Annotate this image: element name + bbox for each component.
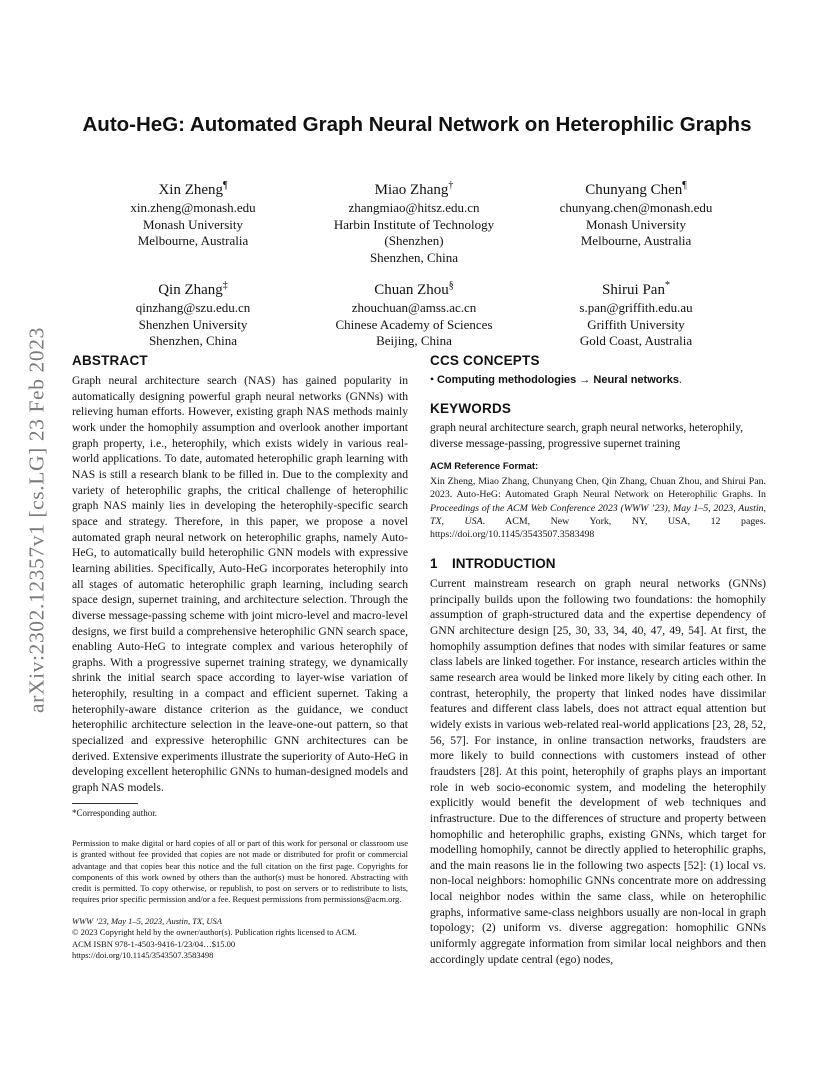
arxiv-identifier: arXiv:2302.12357v1 [cs.LG] 23 Feb 2023 bbox=[24, 327, 49, 713]
ccs-suffix: . bbox=[679, 373, 682, 386]
author-affiliation: Chinese Academy of Sciences bbox=[335, 316, 493, 332]
author-mark: * bbox=[664, 280, 670, 291]
permission-notice: Permission to make digital or hard copies of all or part of this work for personal or classroom use is granted without fee provided that copies are not made or distributed for profit or commercial advantage and that copies bear this notice and the full citation on the first page. Copyrights for components of this work owned by others than the author(s) must be honored. Abstracting with credit is permitted. To copy otherwise, or republish, to post on servers or to redistribute to lists, requires prior specific permission and/or a fee. Request permissions from permissions@acm.org. bbox=[72, 838, 408, 905]
keywords-heading: KEYWORDS bbox=[430, 401, 512, 416]
author-mark: † bbox=[448, 180, 454, 191]
author-name: Xin Zheng bbox=[158, 182, 224, 198]
reference-authors: Xin Zheng, Miao Zhang, Chunyang Chen, Qin Zhang, Chuan Zhou, and Shirui Pan. 2023. Auto-HeG: Automated Graph Neural Network on Heterophilic Graphs. In bbox=[430, 476, 766, 501]
author-location: Melbourne, Australia bbox=[137, 233, 249, 248]
reference-format-text bbox=[430, 475, 766, 541]
author-affiliation: Griffith University bbox=[587, 316, 685, 332]
author-email: s.pan@griffith.edu.au bbox=[579, 300, 693, 315]
author-location: Shenzhen, China bbox=[369, 249, 459, 265]
author-affiliation: (Shenzhen) bbox=[384, 233, 444, 248]
reference-format-heading: ACM Reference Format: bbox=[430, 461, 539, 472]
author-location: Gold Coast, Australia bbox=[579, 333, 693, 348]
author-name: Chuan Zhou bbox=[374, 282, 449, 298]
author-email: zhangmiao@hitsz.edu.cn bbox=[348, 200, 480, 215]
author-email: qinzhang@szu.edu.cn bbox=[135, 300, 251, 315]
abstract-heading: ABSTRACT bbox=[72, 353, 148, 368]
author-block bbox=[294, 276, 534, 350]
section-title: INTRODUCTION bbox=[452, 556, 556, 571]
ccs-bullet: • bbox=[430, 373, 435, 386]
introduction-text: Current mainstream research on graph neural networks (GNNs) principally builds upon the following two foundations: the homophily assumption of graph-structured data and the expertise dependency of GNN architecture design [25, 30, 33, 34, 40, 47, 49, 54]. At first, the homophily assumption defines that nodes with similar features or same class labels are linked together. For instance, research articles within the same research area would be linked more likely by citing each other. In contrast, heterophily, the property that linked nodes have dissimilar features and different class labels, does not attract equal attention but widely exists in various web-related real-world applications [23, 28, 52, 56, 57]. For instance, in online transaction networks, fraudsters are more likely to build connections with customers instead of other fraudsters [28]. At this point, heterophily of graphs plays an important role in web socio-economic system, and modeling the heterophily explicitly would benefit the development of web techniques and infrastructure. Due to the differences of structure and property between homophilic and heterophilic graphs, existing GNNs, which target for modelling homophily, cannot be directly applied to heterophilic graphs, and the main reasons lie in the following two aspects [52]: (1) local vs. non-local neighbors: homophilic GNNs concentrate more on addressing local neighbor nodes within the same class, while on heterophilic graphs, informative same-class neighbors usually are non-local in graph topology; (2) uniform vs. diverse aggregation: homophilic GNNs uniformly aggregate information from similar local neighbors and then accordingly update central (ego) nodes, bbox=[430, 577, 766, 966]
author-email: xin.zheng@monash.edu bbox=[130, 200, 256, 215]
reference-proceedings: Proceedings of the ACM Web Conference 2023 (WWW ’23), May 1–5, 2023, Austin, TX, USA bbox=[430, 502, 766, 527]
section-number: 1 bbox=[430, 556, 438, 571]
author-mark: ‡ bbox=[222, 280, 228, 291]
keywords-text: graph neural architecture search, graph neural networks, heterophily, diverse message-passing, progressive supernet training bbox=[430, 422, 743, 450]
author-email: zhouchuan@amss.ac.cn bbox=[351, 300, 477, 315]
author-name: Miao Zhang bbox=[374, 182, 449, 198]
ccs-heading: CCS CONCEPTS bbox=[430, 353, 540, 368]
author-location: Shenzhen, China bbox=[148, 333, 238, 348]
author-location: Melbourne, Australia bbox=[580, 233, 692, 248]
reference-publisher: . ACM, New York, NY, USA, 12 pages. https://doi.org/10.1145/3543507.3583498 bbox=[430, 515, 767, 541]
corresponding-author-note: *Corresponding author. bbox=[72, 808, 157, 818]
copyright-line: © 2023 Copyright held by the owner/author(s). Publication rights licensed to ACM. bbox=[72, 927, 357, 938]
isbn-line: ACM ISBN 978-1-4503-9416-1/23/04…$15.00 bbox=[72, 938, 236, 949]
ccs-concept: Computing methodologies → Neural networks bbox=[436, 374, 679, 386]
author-affiliation: Harbin Institute of Technology bbox=[333, 216, 495, 232]
author-name: Qin Zhang bbox=[158, 282, 223, 298]
author-name: Shirui Pan bbox=[602, 282, 665, 298]
abstract-text: Graph neural architecture search (NAS) has gained popularity in automatically designing powerful graph neural networks (GNNs) with relieving human efforts. However, existing graph NAS methods mainly work under the homophily assumption and overlook another important graph property, i.e., heterophily, which exists widely in various real-world applications. To date, automated heterophilic graph learning with NAS is still a research blank to be filled in. Due to the complexity and variety of heterophilic graphs, the critical challenge of heterophilic graph NAS mainly lies in developing the heterophily-specific search space and strategy. Therefore, in this paper, we propose a novel automated graph neural network on heterophilic graphs, namely Auto-HeG, to automatically build heterophilic GNN models with expressive learning abilities. Specifically, Auto-HeG incorporates heterophily into all stages of automatic heterophilic graph learning, including search space design, supernet training, and architecture selection. Through the diverse message-passing scheme with joint micro-level and macro-level designs, we first build a comprehensive heterophilic GNN search space, enabling Auto-HeG to integrate complex and various heterophily of graphs. With a progressive supernet training strategy, we dynamically shrink the initial search space according to layer-wise variation of heterophily, resulting in a compact and efficient supernet. Taking a heterophily-aware distance criterion as the guidance, we conduct heterophilic architecture selection in the leave-one-out pattern, so that specialized and expressive heterophilic GNN architectures can be derived. Extensive experiments illustrate the superiority of Auto-HeG in developing excellent heterophilic GNNs to human-designed models and graph NAS models. bbox=[72, 374, 408, 795]
author-name: Chunyang Chen bbox=[585, 182, 683, 198]
introduction-heading bbox=[430, 556, 556, 571]
author-affiliation: Shenzhen University bbox=[138, 316, 248, 332]
author-mark: § bbox=[448, 280, 454, 291]
author-email: chunyang.chen@monash.edu bbox=[559, 200, 713, 215]
author-block bbox=[73, 176, 313, 250]
author-location: Beijing, China bbox=[376, 333, 452, 348]
ccs-concepts bbox=[430, 373, 765, 386]
author-block bbox=[73, 276, 313, 350]
author-block bbox=[516, 276, 756, 350]
arxiv-sidebar bbox=[22, 285, 52, 755]
footnote-rule bbox=[72, 803, 138, 804]
author-block bbox=[294, 176, 534, 266]
venue-line: WWW ’23, May 1–5, 2023, Austin, TX, USA bbox=[72, 916, 222, 926]
author-affiliation: Monash University bbox=[585, 216, 687, 232]
doi-line: https://doi.org/10.1145/3543507.3583498 bbox=[72, 949, 214, 960]
author-mark: ¶ bbox=[223, 180, 228, 191]
author-mark: ¶ bbox=[682, 180, 687, 191]
publication-info bbox=[72, 916, 412, 961]
author-block bbox=[516, 176, 756, 250]
paper-title: Auto-HeG: Automated Graph Neural Network on Heterophilic Graphs bbox=[82, 113, 752, 136]
author-affiliation: Monash University bbox=[142, 216, 244, 232]
